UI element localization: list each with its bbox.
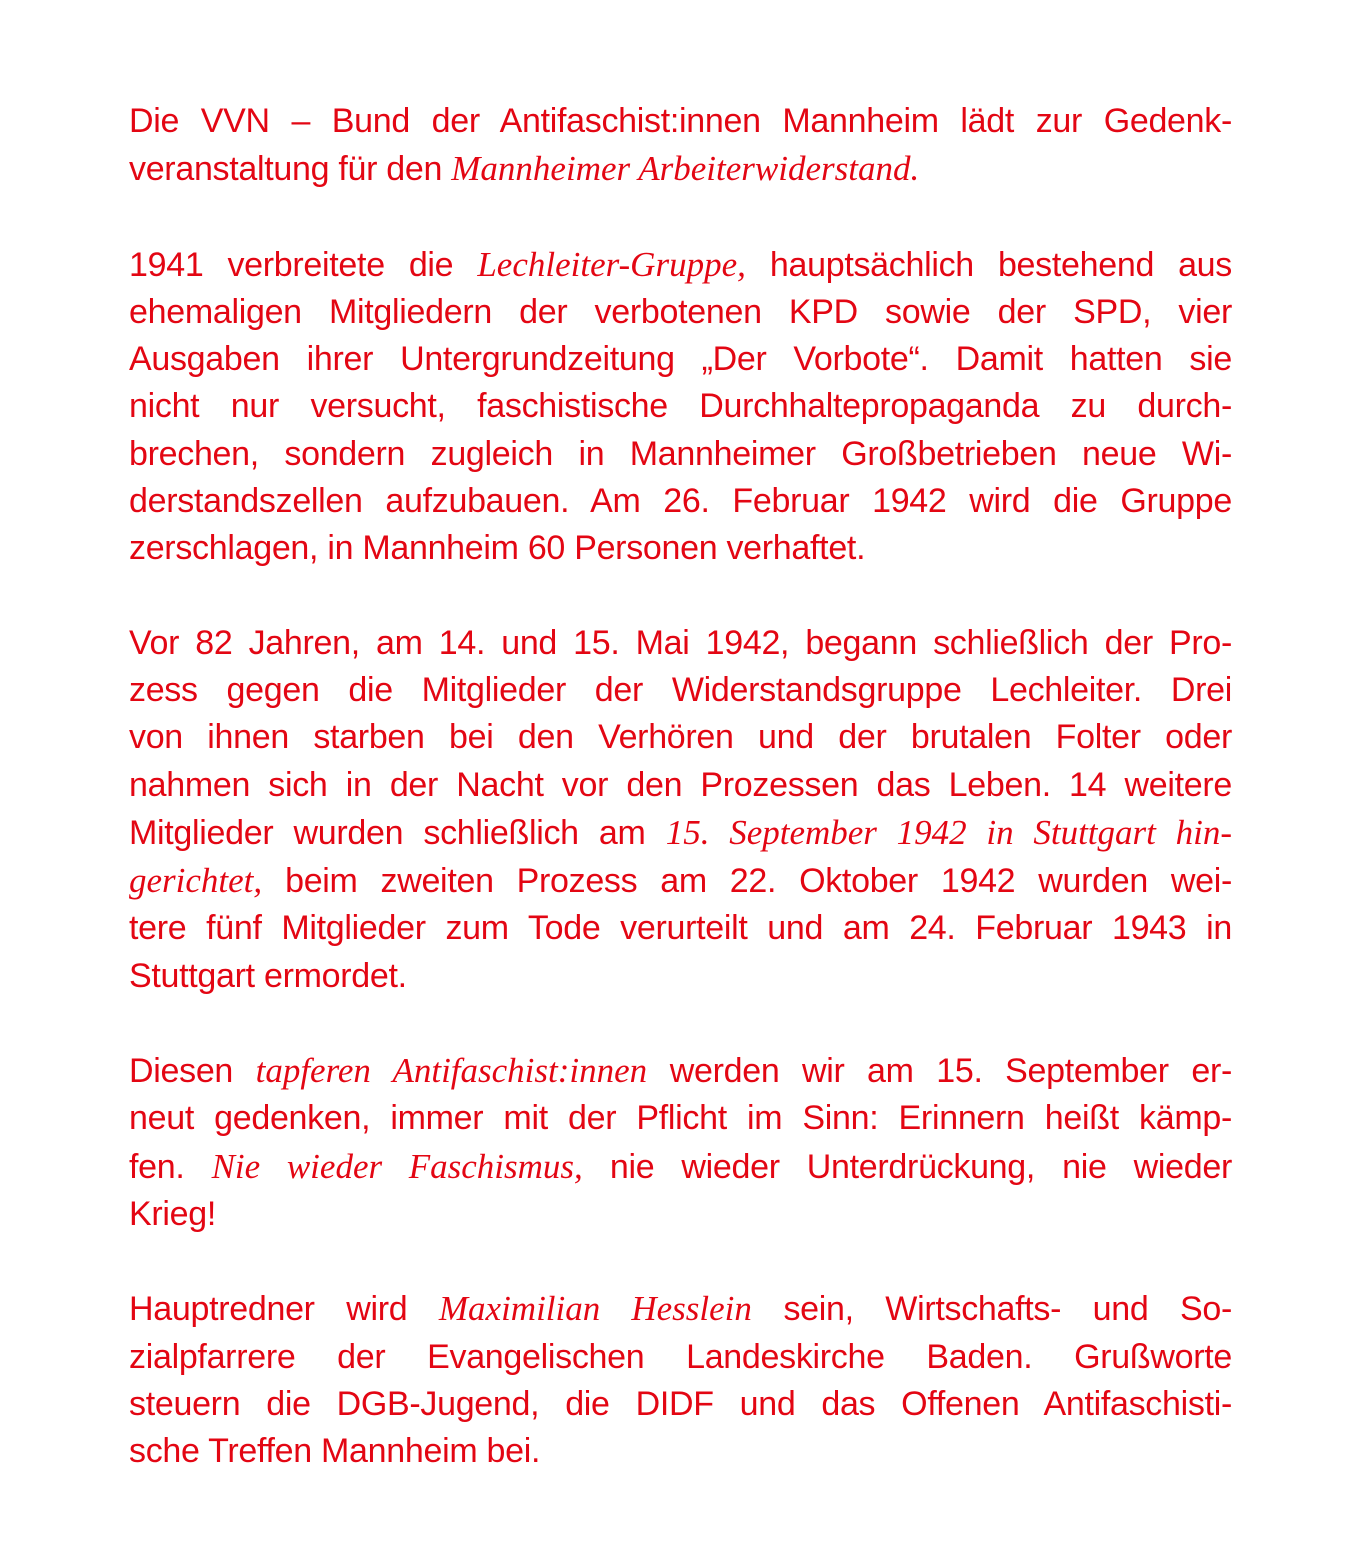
text-run: Vor 82 Jahren, am 14. und 15. Mai 1942, begann schließlich der Pro- [129,623,1232,662]
text-line [129,1428,1232,1475]
text-line [129,431,1232,478]
text-run: zialpfarrere der Evangelischen Landeskirche Baden. Grußworte [129,1337,1232,1376]
text-line [129,145,1232,193]
text-run: brechen, sondern zugleich in Mannheimer Großbetrieben neue Wi- [129,434,1232,473]
text-run: nahmen sich in der Nacht vor den Prozessen das Leben. 14 weitere [129,765,1232,804]
text-run: werden wir am 15. September er- [647,1052,1232,1091]
text-line [129,905,1232,952]
text-line [129,289,1232,336]
text-run: von ihnen starben bei den Verhören und der brutalen Folter oder [129,718,1232,757]
emphasized-text: gerichtet, [129,861,263,901]
text-line [129,336,1232,383]
text-line [129,857,1232,905]
emphasized-text: Maximilian Hesslein [438,1289,752,1329]
paragraph-5 [129,1285,1232,1475]
text-line [129,809,1232,857]
text-run: beim zweiten Prozess am 22. Oktober 1942 wurden wei- [262,862,1232,901]
text-run: nicht nur versucht, faschistische Durchhaltepropaganda zu durch- [129,387,1232,426]
text-line [129,525,1232,572]
text-line [129,667,1232,714]
paragraph-1 [129,98,1232,194]
text-run: zerschlagen, in Mannheim 60 Personen verhaftet. [129,529,866,568]
text-run: sche Treffen Mannheim bei. [129,1432,541,1471]
text-line [129,1047,1232,1095]
paragraph-2 [129,241,1232,573]
text-line [129,1285,1232,1333]
emphasized-text: Mannheimer Arbeiterwiderstand. [451,149,920,189]
text-run: Stuttgart ermordet. [129,956,407,995]
text-line [129,762,1232,809]
text-line [129,383,1232,430]
text-run: hauptsächlich bestehend aus [745,245,1232,284]
text-line [129,1095,1232,1142]
text-run: neut gedenken, immer mit der Pflicht im Sinn: Erinnern heißt kämp- [129,1099,1232,1138]
emphasized-text: 15. September 1942 in Stuttgart hin- [665,812,1232,852]
text-run: ehemaligen Mitgliedern der verbotenen KPD sowie der SPD, vier [129,292,1232,331]
text-line [129,1191,1232,1238]
text-run: fen. [129,1147,212,1186]
document-body [129,98,1232,1475]
emphasized-text: tapferen Antifaschist:innen [255,1051,648,1091]
text-run: Mitglieder wurden schließlich am [129,813,666,852]
paragraph-3 [129,620,1232,1000]
text-line [129,98,1232,145]
text-line [129,1143,1232,1191]
text-run: 1941 verbreitete die [129,245,478,284]
text-line [129,953,1232,1000]
emphasized-text: Lechleiter-Gruppe, [477,244,746,284]
text-run: derstandszellen aufzubauen. Am 26. Februar 1942 wird die Gruppe [129,482,1232,521]
text-run: tere fünf Mitglieder zum Tode verurteilt und am 24. Februar 1943 in [129,909,1232,948]
text-line [129,1334,1232,1381]
text-run: veranstaltung für den [129,150,452,189]
text-run: sein, Wirtschafts- und So- [751,1290,1232,1329]
text-run: steuern die DGB-Jugend, die DIDF und das Offenen Antifaschisti- [129,1384,1232,1423]
emphasized-text: Nie wieder Faschismus, [211,1146,583,1186]
text-run: Die VVN – Bund der Antifaschist:innen Mannheim lädt zur Gedenk- [129,102,1232,140]
text-run: Hauptredner wird [129,1290,439,1329]
text-line [129,478,1232,525]
text-line [129,714,1232,761]
text-line [129,620,1232,667]
text-run: nie wieder Unterdrückung, nie wieder [582,1147,1232,1186]
paragraph-4 [129,1047,1232,1238]
text-run: Krieg! [129,1194,217,1233]
text-run: zess gegen die Mitglieder der Widerstandsgruppe Lechleiter. Drei [129,670,1232,709]
text-run: Ausgaben ihrer Untergrundzeitung „Der Vorbote“. Damit hatten sie [129,340,1232,379]
text-line [129,1381,1232,1428]
text-line [129,241,1232,289]
text-run: Diesen [129,1052,256,1091]
